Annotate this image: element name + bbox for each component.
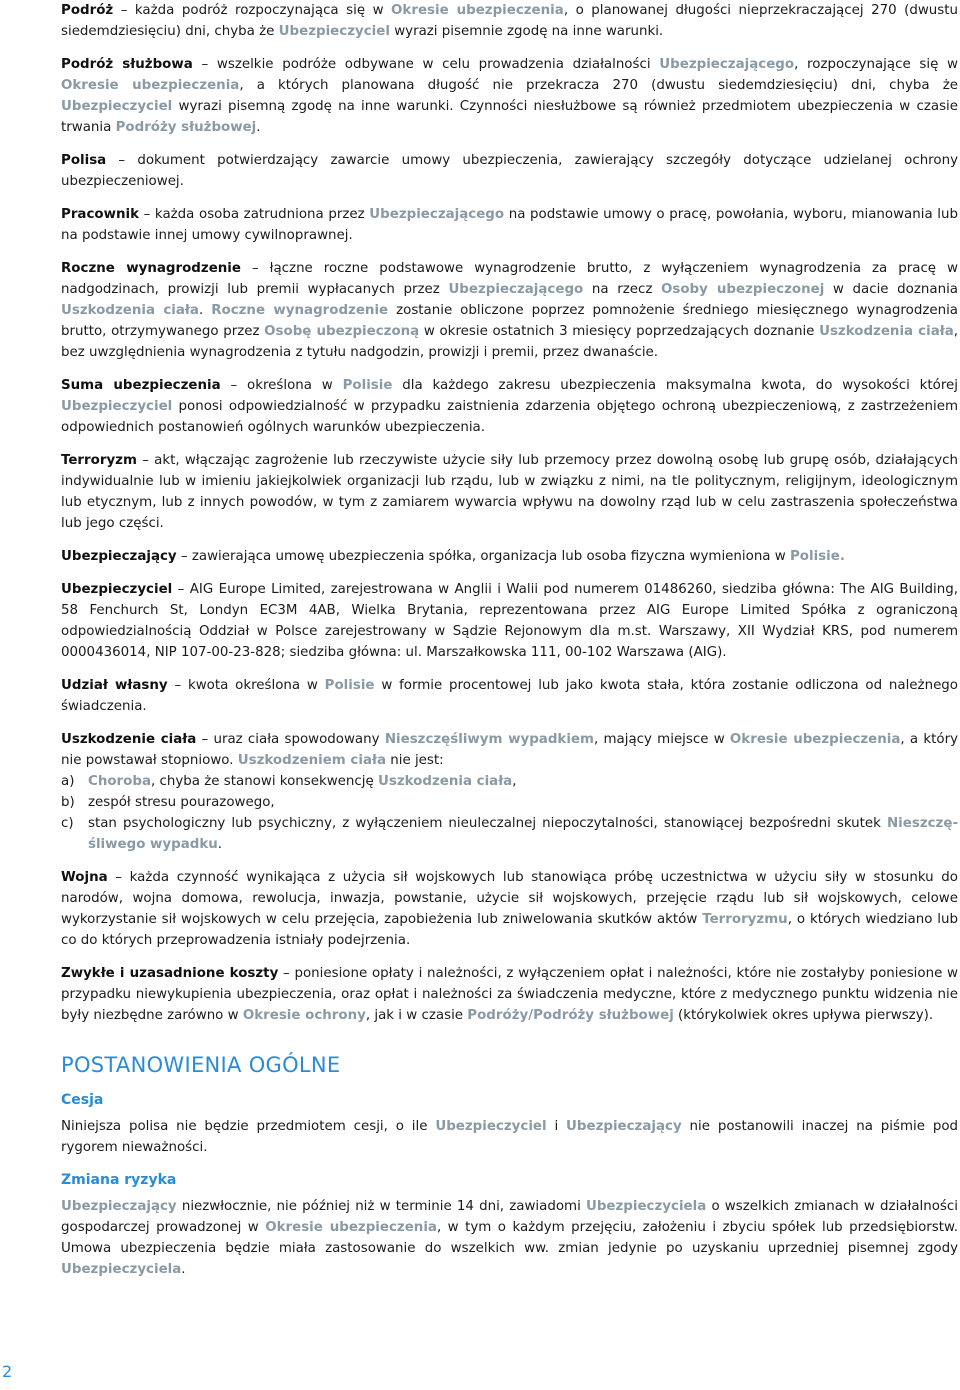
definition-injury bbox=[61, 729, 958, 855]
text-run: . bbox=[217, 837, 223, 852]
text-run: w okresie ostatnich 3 miesięcy poprzedzających doznanie bbox=[419, 324, 820, 339]
term-reference: Ubezpieczającego bbox=[659, 57, 795, 72]
text-run: – akt, włączając zagrożenie lub rzeczywiste użycie siły lub przemocy przez dowolną osobę lub grupę osób, działających indywidualnie lub w imieniu jakiejkolwiek organizacji lub rządu, lub w związku z nimi, na tle politycznym, religijnym, ideologicznym lub etycznym, lub z innych powodów, w tym z zamiarem wywarcia wpływu na dowolny rząd lub w celu zastraszenia społeczeństwa lub jego części. bbox=[61, 453, 958, 531]
term-reference: Osobę ubezpieczoną bbox=[264, 324, 420, 339]
defined-term: Uszkodzenie ciała bbox=[61, 732, 197, 747]
term-reference: Ubezpieczającego bbox=[448, 282, 584, 297]
term-reference: Uszkodzenia ciała bbox=[819, 324, 954, 339]
text-run: – poniesione opłaty i należności, z wyłączeniem opłat i należności, które nie zostałyby poniesione w przypadku niewykupienia ubezpieczenia, oraz opłat i należności za świadczenia medyczne, które z medycznego punktu widzenia nie były niezbędne zarówno w bbox=[61, 966, 959, 1023]
term-reference: Polisie. bbox=[789, 549, 845, 564]
subsection-cesja bbox=[61, 1090, 958, 1158]
text-run: wyrazi pisemnie zgodę na inne warunki. bbox=[389, 24, 664, 39]
text-run: nie postanowili inaczej na piśmie pod rygorem nieważności. bbox=[61, 1119, 959, 1155]
text-run: , w tym o każdym przejęciu, założeniu i zbyciu spółek lub przedsiębiorstw. Umowa ubezpieczenia będzie miała zastosowanie do wszelkich ww. zmian jedynie po uzyskaniu uprzedniej pisemnej zgody bbox=[61, 1220, 958, 1256]
text-run: – kwota określona w bbox=[167, 678, 325, 693]
subsection-heading: Cesja bbox=[61, 1092, 104, 1108]
defined-term: Udział własny bbox=[61, 678, 168, 693]
definition-paragraph bbox=[61, 204, 958, 246]
subsection-paragraph bbox=[61, 1116, 958, 1158]
list-item-text bbox=[88, 816, 958, 852]
term-reference: Ubezpieczyciel bbox=[61, 399, 173, 414]
text-run: – określona w bbox=[220, 378, 343, 393]
term-reference: Terroryzmu bbox=[702, 912, 788, 927]
text-run: . bbox=[256, 120, 261, 135]
definition-paragraph bbox=[61, 54, 958, 138]
text-run: w dacie doznania bbox=[824, 282, 958, 297]
term-reference: Nieszczęśliwego wypadku bbox=[88, 816, 958, 852]
text-run: zostanie obliczone poprzez pomnożenie średniego miesięcznego wynagrodzenia brutto, otrzymywanego przez bbox=[61, 303, 959, 339]
list-item-letter: c) bbox=[61, 816, 74, 831]
term-reference: Okresie ochrony bbox=[242, 1008, 366, 1023]
term-reference: Nieszczęśliwym wypadkiem bbox=[384, 732, 594, 747]
definition-paragraph bbox=[61, 0, 958, 42]
definition-paragraph bbox=[61, 258, 958, 363]
text-run: na rzecz bbox=[583, 282, 661, 297]
term-reference: Okresie ubezpieczenia bbox=[729, 732, 901, 747]
text-run: , o których wiedziano lub co do których przeprowadzenia istniały podejrzenia. bbox=[61, 912, 958, 948]
term-reference: Ubezpieczający bbox=[566, 1119, 682, 1134]
text-run: – wszelkie podróże odbywane w celu prowadzenia działalności bbox=[192, 57, 660, 72]
text-run: zespół stresu pourazowego, bbox=[88, 795, 275, 810]
term-reference: Ubezpieczającego bbox=[369, 207, 505, 222]
definitions-group-1 bbox=[61, 0, 958, 717]
term-reference: Okresie ubezpieczenia bbox=[391, 3, 564, 18]
term-reference: Choroba bbox=[88, 774, 151, 789]
page-number: 2 bbox=[2, 1362, 13, 1381]
list-item-letter: b) bbox=[61, 795, 75, 810]
definition-paragraph bbox=[61, 150, 958, 192]
defined-term: Suma ubezpieczenia bbox=[61, 378, 221, 393]
defined-term: Polisa bbox=[61, 153, 107, 168]
text-run: . bbox=[181, 1262, 186, 1277]
list-item bbox=[61, 792, 958, 813]
definitions-group-2 bbox=[61, 867, 958, 1026]
text-run: , bez uwzględnienia wynagrodzenia z tytułu nadgodzin, prowizji i premii, przez dwanaście. bbox=[61, 324, 958, 360]
text-run: , rozpoczynające się w bbox=[794, 57, 959, 72]
text-run: wyrazi pisemną zgodę na inne warunki. Czynności niesłużbowe są również przedmiotem ubezpieczenia w czasie trwania bbox=[61, 99, 958, 135]
text-run: , a których planowana długość nie przekracza 270 (dwustu siedemdziesięciu) dni, chyba że bbox=[239, 78, 958, 93]
definition-paragraph bbox=[61, 867, 958, 951]
text-run: , o planowanej długości nieprzekraczającej 270 (dwustu siedemdziesięciu) dni, chyba że bbox=[61, 3, 959, 39]
definition-paragraph bbox=[61, 375, 958, 438]
subsection-heading: Zmiana ryzyka bbox=[61, 1172, 177, 1188]
definition-paragraph bbox=[61, 450, 958, 534]
definition-paragraph bbox=[61, 546, 958, 567]
text-run: Niniejsza polisa nie będzie przedmiotem cesji, o ile bbox=[61, 1119, 436, 1134]
list-item bbox=[61, 813, 958, 855]
text-run: – AIG Europe Limited, zarejestrowana w Anglii i Walii pod numerem 01486260, siedziba główna: The AIG Building, 58 Fenchurch St, Londyn EC3M 4AB, Wielka Brytania, reprezentowana przez AIG Europe Limited Spółka z ograniczoną odpowiedzialnością Oddział w Polsce zarejestrowany w Sądzie Rejonowym dla m.st. Warszawy, XII Wydział KRS, pod numerem 0000436014, NIP 107-00-23-828; siedziba główna: ul. Marszałkowska 111, 00-102 Warszawa (AIG). bbox=[61, 582, 958, 660]
term-reference: Uszkodzenia ciała bbox=[377, 774, 513, 789]
text-run: , chyba że stanowi konsekwencję bbox=[150, 774, 378, 789]
term-reference: Ubezpieczyciela bbox=[585, 1199, 707, 1214]
text-run: – każda osoba zatrudniona przez bbox=[139, 207, 370, 222]
defined-term: Roczne wynagrodzenie bbox=[61, 261, 241, 276]
list-item-text bbox=[88, 795, 275, 810]
defined-term: Pracownik bbox=[61, 207, 139, 222]
subsection-paragraph bbox=[61, 1196, 958, 1280]
text-run: stan psychologiczny lub psychiczny, z wyłączeniem nieuleczalnej niepoczytalności, stanowiącej bezpośredni skutek bbox=[88, 816, 887, 831]
definition-paragraph bbox=[61, 579, 958, 663]
term-reference: Roczne wynagrodzenie bbox=[211, 303, 389, 318]
text-run: nie jest: bbox=[385, 753, 444, 768]
term-reference: Podróży służbowej bbox=[115, 120, 257, 135]
text-run: , mający miejsce w bbox=[593, 732, 730, 747]
term-reference: Polisie bbox=[342, 378, 393, 393]
text-run: dla każdego zakresu ubezpieczenia maksymalna kwota, do wysokości której bbox=[392, 378, 958, 393]
defined-term: Ubezpieczający bbox=[61, 549, 177, 564]
text-run: na podstawie umowy o pracę, powołania, wyboru, mianowania lub na podstawie innej umowy cywilnoprawnej. bbox=[61, 207, 958, 243]
term-reference: Podróży/Podróży służbowej bbox=[467, 1008, 674, 1023]
text-run: – dokument potwierdzający zawarcie umowy ubezpieczenia, zawierający szczegóły dotyczące udzielanej ochrony ubezpieczeniowej. bbox=[61, 153, 958, 189]
text-run: – każda czynność wynikająca z użycia sił wojskowych lub stanowiąca próbę uczestnictwa w użyciu siły w stosunku do narodów, wojna domowa, rewolucja, inwazja, powstanie, użycie sił wojskowych, przejęcie rządu lub sił wojskowych, celowe wykorzystanie sił wojskowych w celu przejęcia, zapobieżenia lub zniwelowania skutków aktów bbox=[61, 870, 958, 927]
injury-exclusions-list bbox=[61, 771, 958, 855]
text-run: , bbox=[512, 774, 517, 789]
term-reference: Ubezpieczyciel bbox=[61, 99, 173, 114]
text-run: – łączne roczne podstawowe wynagrodzenie brutto, z wyłączeniem wynagrodzenia za pracę w nadgodzinach, prowizji lub premii wypłacanych przez bbox=[61, 261, 958, 297]
term-reference: Okresie ubezpieczenia bbox=[265, 1220, 437, 1235]
term-reference: Ubezpieczyciel bbox=[435, 1119, 547, 1134]
defined-term: Podróż bbox=[61, 3, 114, 18]
term-reference: Osoby ubezpieczonej bbox=[661, 282, 825, 297]
defined-term: Wojna bbox=[61, 870, 108, 885]
text-run: – zawierająca umowę ubezpieczenia spółka, organizacja lub osoba fizyczna wymieniona w bbox=[176, 549, 790, 564]
term-reference: Ubezpieczyciel bbox=[278, 24, 390, 39]
defined-term: Ubezpieczyciel bbox=[61, 582, 173, 597]
text-run: niezwłocznie, nie później niż w terminie 14 dni, zawiadomi bbox=[176, 1199, 586, 1214]
list-item-letter: a) bbox=[61, 774, 75, 789]
term-reference: Ubezpieczyciela bbox=[61, 1262, 182, 1277]
text-run: ponosi odpowiedzialność w przypadku zaistnienia zdarzenia objętego ochroną ubezpieczeniową, z zastrzeżeniem odpowiednich postanowień ogólnych warunków ubezpieczenia. bbox=[61, 399, 958, 435]
text-run: – każda podróż rozpoczynająca się w bbox=[113, 3, 392, 18]
definition-paragraph bbox=[61, 675, 958, 717]
list-item bbox=[61, 771, 958, 792]
term-reference: Okresie ubezpieczenia bbox=[61, 78, 240, 93]
text-run: i bbox=[546, 1119, 567, 1134]
list-item-text bbox=[88, 774, 516, 789]
text-run: – uraz ciała spowodowany bbox=[196, 732, 385, 747]
defined-term: Terroryzm bbox=[61, 453, 137, 468]
term-reference: Polisie bbox=[324, 678, 375, 693]
text-run: o wszelkich zmianach w działalności gospodarczej prowadzonej w bbox=[61, 1199, 958, 1235]
text-run: , jak i w czasie bbox=[365, 1008, 468, 1023]
subsection-zmiana-ryzyka bbox=[61, 1170, 958, 1280]
injury-intro bbox=[61, 729, 958, 771]
defined-term: Podróż służbowa bbox=[61, 57, 193, 72]
defined-term: Zwykłe i uzasadnione koszty bbox=[61, 966, 279, 981]
section-title: POSTANOWIENIA OGÓLNE bbox=[61, 1053, 341, 1077]
text-run: w formie procentowej lub jako kwota stała, która zostanie odliczona od należnego świadczenia. bbox=[61, 678, 958, 714]
text-run: . bbox=[198, 303, 212, 318]
text-run: , a który nie powstawał stopniowo. bbox=[61, 732, 958, 768]
document-body bbox=[61, 0, 958, 1292]
term-reference: Uszkodzeniem ciała bbox=[237, 753, 386, 768]
term-reference: Ubezpieczający bbox=[61, 1199, 177, 1214]
term-reference: Uszkodzenia ciała bbox=[61, 303, 199, 318]
definition-paragraph bbox=[61, 963, 958, 1026]
text-run: (którykolwiek okres upływa pierwszy). bbox=[673, 1008, 934, 1023]
